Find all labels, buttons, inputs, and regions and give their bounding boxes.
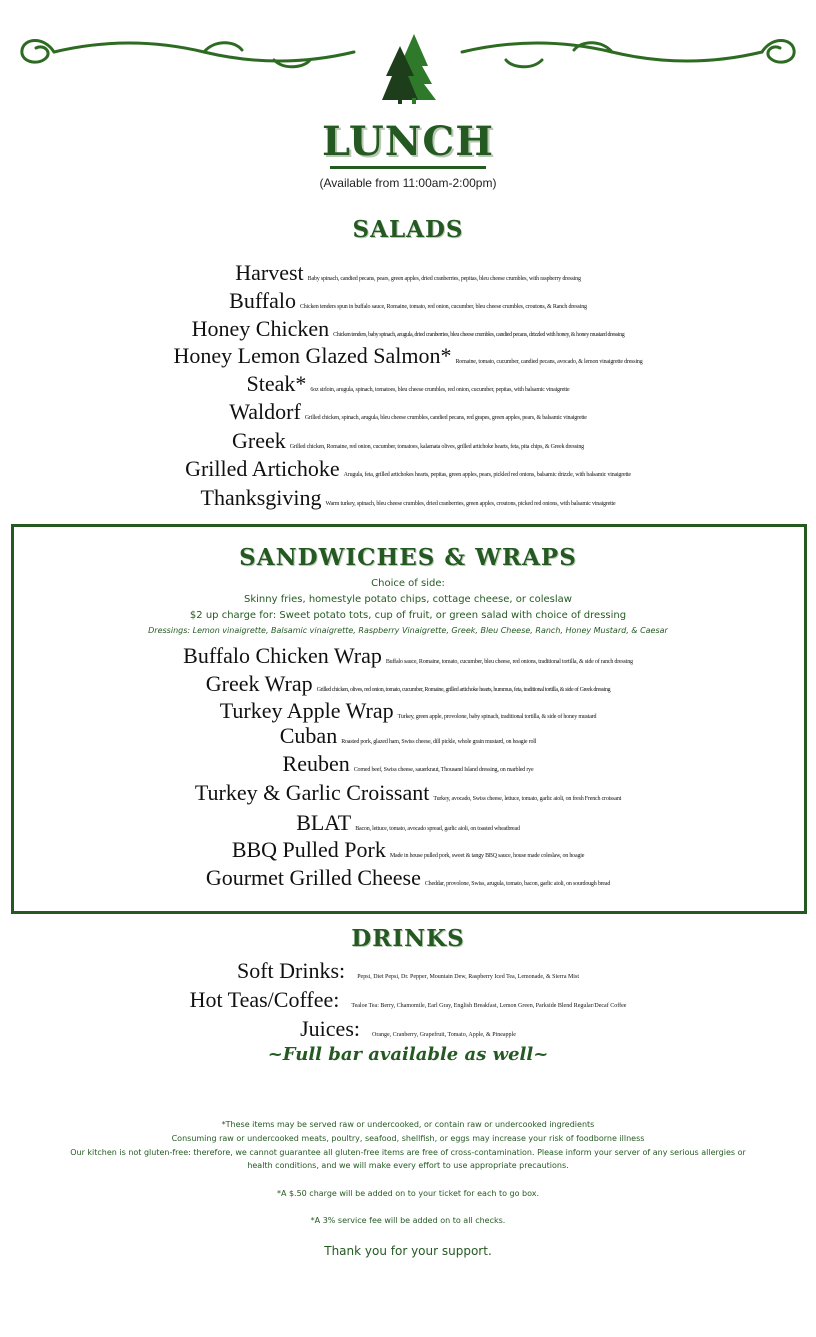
menu-item (0, 458, 816, 480)
full-bar-notice: ~Full bar available as well~ (267, 1044, 549, 1065)
menu-item (0, 290, 816, 312)
menu-item-description: Romaine, tomato, cucumber, candied pecans, avocado, & lemon vinaigrette dressing (455, 359, 643, 365)
menu-item-name: Greek (232, 428, 286, 453)
menu-item-name: Grilled Artichoke (185, 456, 340, 481)
salads-heading: SALADS (352, 216, 464, 243)
menu-item (0, 812, 816, 834)
service-fee-notice: *A 3% service fee will be added on to all checks. (310, 1216, 506, 1225)
gluten-notice: Our kitchen is not gluten-free: therefore, we cannot guarantee all gluten-free items are free of cross-contamination. Please inform your server of any serious allergies or (70, 1148, 746, 1157)
menu-item-description: Turkey, avocado, Swiss cheese, lettuce, tomato, garlic aioli, on fresh French croissant (433, 796, 622, 802)
title-underline-divider (330, 166, 486, 169)
pine-trees-logo (378, 32, 438, 104)
menu-item-description: Grilled chicken, olives, red onion, tomato, cucumber, Romaine, grilled artichoke hearts, hummus, feta, traditional tortilla, & side of Greek dressing (316, 687, 611, 693)
menu-item-description: Grilled chicken, spinach, arugula, bleu cheese crumbles, candied pecans, red grapes, green apples, pears, & balsamic vinaigrette (304, 415, 587, 421)
menu-item (0, 782, 816, 804)
dressing-options: Dressings: Lemon vinaigrette, Balsamic vinaigrette, Raspberry Vinaigrette, Greek, Bleu Cheese, Ranch, Honey Mustard, & Caesar (148, 626, 668, 635)
side-intro: Choice of side: (371, 578, 445, 589)
menu-item (0, 487, 816, 509)
page-title: LUNCH (321, 118, 494, 165)
menu-item-description: Chicken tenders, baby spinach, arugula, dried cranberries, bleu cheese crumbles, candied pecans, drizzled with honey, & honey mustard dressing (333, 332, 625, 338)
menu-item-description: Chicken tenders spun in buffalo sauce, Romaine, tomato, red onion, cucumber, bleu cheese crumbles, croutons, & Ranch dressing (299, 304, 587, 310)
menu-item (0, 401, 816, 423)
menu-item-description: Grilled chicken, Romaine, red onion, cucumber, tomatoes, kalamata olives, grilled artichoke hearts, feta, pita chips, & Greek dressing (289, 444, 584, 450)
drink-list: Pepsi, Diet Pepsi, Dr. Pepper, Mountain Dew, Raspberry Iced Tea, Lemonade, & Sierra Mist (357, 974, 579, 980)
menu-item (0, 345, 816, 367)
menu-item-name: Turkey & Garlic Croissant (194, 780, 430, 805)
menu-item-name: Buffalo Chicken Wrap (183, 643, 382, 668)
left-flourish-ornament (14, 30, 364, 74)
menu-item-name: Turkey Apple Wrap (219, 698, 394, 723)
menu-item-name: Honey Chicken (191, 316, 330, 341)
drink-list: Tealoe Tea: Berry, Chamomile, Earl Gray, English Breakfast, Lemon Green, Parkside Blend Regular/Decaf Coffee (351, 1003, 627, 1009)
upcharge-options: $2 up charge for: Sweet potato tots, cup of fruit, or green salad with choice of dressing (189, 610, 627, 621)
lunch-hours: (Available from 11:00am-2:00pm) (319, 176, 497, 190)
drink-item (0, 989, 816, 1011)
drinks-heading: DRINKS (351, 925, 465, 952)
menu-item-description: Cheddar, provolone, Swiss, arugula, tomato, bacon, garlic aioli, on sourdough bread (424, 881, 611, 887)
menu-item-name: Steak* (246, 371, 307, 396)
menu-item (0, 262, 816, 284)
menu-item-description: Baby spinach, candied pecans, pears, green apples, dried cranberries, pepitas, bleu cheese crumbles, with raspberry dressing (307, 276, 581, 282)
menu-item-description: Buffalo sauce, Romaine, tomato, cucumber, bleu cheese, red onions, traditional tortilla, & side of ranch dressing (385, 659, 633, 665)
menu-item (0, 645, 816, 667)
menu-item-description: Corned beef, Swiss cheese, sauerkraut, Thousand Island dressing, on marbled rye (353, 767, 534, 773)
raw-food-notice: *These items may be served raw or undercooked, or contain raw or undercooked ingredients (221, 1120, 595, 1129)
menu-item (0, 373, 816, 395)
drink-list: Orange, Cranberry, Grapefruit, Tomato, Apple, & Pineapple (372, 1032, 516, 1038)
menu-item (0, 700, 816, 722)
menu-item-name: Buffalo (229, 288, 296, 313)
menu-item-description: Turkey, green apple, provolone, baby spinach, traditional tortilla, & side of honey mustard (397, 714, 597, 720)
menu-item-description: Warm turkey, spinach, bleu cheese crumbles, dried cranberries, green apples, croutons, picked red onions, with balsamic vinaigrette (325, 501, 616, 507)
sandwiches-heading: SANDWICHES & WRAPS (239, 544, 577, 571)
menu-item-description: Bacon, lettuce, tomato, avocado spread, garlic aioli, on toasted wheatbread (355, 826, 520, 832)
drink-item (0, 1018, 816, 1040)
menu-item (0, 725, 816, 747)
menu-item-description: Arugula, feta, grilled artichokes hearts, pepitas, green apples, pears, pickled red onions, balsamic drizzle, with balsamic vinaigrette (343, 472, 631, 478)
menu-item-name: Reuben (282, 751, 350, 776)
menu-item-name: BLAT (296, 810, 352, 835)
drink-category: Soft Drinks: (237, 958, 346, 983)
menu-item (0, 867, 816, 889)
menu-item-description: Roasted pork, glazed ham, Swiss cheese, dill pickle, whole grain mustard, on hoagie roll (341, 739, 537, 745)
menu-item-name: Waldorf (229, 399, 301, 424)
right-flourish-ornament (452, 30, 802, 74)
drink-item (0, 960, 816, 982)
to-go-box-notice: *A $.50 charge will be added on to your ticket for each to go box. (276, 1189, 540, 1198)
menu-item-name: Harvest (235, 260, 304, 285)
menu-item-name: Cuban (279, 723, 338, 748)
drink-category: Hot Teas/Coffee: (189, 987, 340, 1012)
menu-item (0, 430, 816, 452)
menu-item-name: Thanksgiving (200, 485, 322, 510)
menu-item (0, 318, 816, 340)
side-options: Skinny fries, homestyle potato chips, cottage cheese, or coleslaw (244, 594, 572, 605)
menu-item-name: Greek Wrap (205, 671, 313, 696)
drink-category: Juices: (300, 1016, 360, 1041)
foodborne-illness-notice: Consuming raw or undercooked meats, poultry, seafood, shellfish, or eggs may increase your risk of foodborne illness (171, 1134, 645, 1143)
thank-you-note: Thank you for your support. (324, 1244, 492, 1258)
gluten-notice-continued: health conditions, and we will make every effort to use appropriate precautions. (247, 1161, 569, 1170)
menu-item-name: Gourmet Grilled Cheese (205, 865, 421, 890)
menu-item-name: BBQ Pulled Pork (231, 837, 386, 862)
menu-item (0, 839, 816, 861)
menu-item-name: Honey Lemon Glazed Salmon* (173, 343, 452, 368)
menu-item-description: Made in house pulled pork, sweet & tangy BBQ sauce, house made coleslaw, on hoagie (389, 853, 585, 859)
menu-item (0, 673, 816, 695)
menu-item (0, 753, 816, 775)
menu-item-description: 6oz sirloin, arugula, spinach, tomatoes, bleu cheese crumbles, red onion, cucumber, pepitas, with balsamic vinaigrette (310, 387, 570, 393)
